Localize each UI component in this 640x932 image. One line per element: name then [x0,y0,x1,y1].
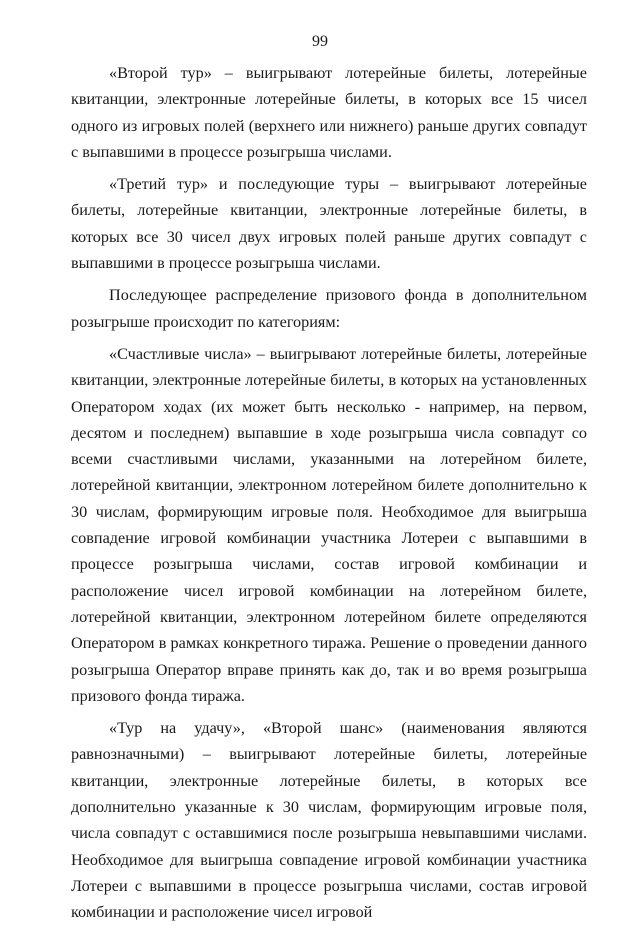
paragraph-lucky-numbers: «Счастливые числа» – выигрывают лотерейные билеты, лотерейные квитанции, электронные лотерейные билеты, в которых на установленных Оператором ходах (их может быть несколько - например, на первом, десятом и последнем) выпавшие в ходе розыгрыша числа совпадут со всеми счастливыми числами, указанными на лотерейном билете, лотерейной квитанции, электронном лотерейном билете дополнительно к 30 числам, формирующим игровые поля. Необходимое для выигрыша совпадение игровой комбинации участника Лотереи с выпавшими в процессе розыгрыша числами, состав игровой комбинации и расположение чисел игровой комбинации на лотерейном билете, лотерейной квитанции, электронном лотерейном билете определяются Оператором в рамках конкретного тиража. Решение о проведении данного розыгрыша Оператор вправе принять как до, так и во время розыгрыша призового фонда тиража. [71,344,587,705]
paragraph-third-round: «Третий тур» и последующие туры – выигрывают лотерейные билеты, лотерейные квитанции, электронные лотерейные билеты, в которых все 30 чисел двух игровых полей раньше других совпадут с выпавшими в процессе розыгрыша числами. [71,175,587,273]
paragraph-second-round: «Второй тур» – выигрывают лотерейные билеты, лотерейные квитанции, электронные лотерейные билеты, в которых все 15 чисел одного из игровых полей (верхнего или нижнего) раньше других совпадут с выпавшими в процессе розыгрыша числами. [71,64,587,161]
paragraph-second-chance: «Тур на удачу», «Второй шанс» (наименования являются равнозначными) – выигрывают лотерейные билеты, лотерейные квитанции, электронные лотерейные билеты, в которых все дополнительно указанные к 30 числам, формирующим игровые поля, числа совпадут с оставшимися после розыгрыша невыпавшими числами. Необходимое для выигрыша совпадение игровой комбинации участника Лотереи с выпавшими в процессе розыгрыша числами, состав игровой комбинации и расположение чисел игровой [71,719,587,922]
paragraph-prize-distribution: Последующее распределение призового фонда в дополнительном розыгрыше происходит по категориям: [71,286,587,331]
document-body [71,60,587,932]
page-number: 99 [312,33,328,50]
